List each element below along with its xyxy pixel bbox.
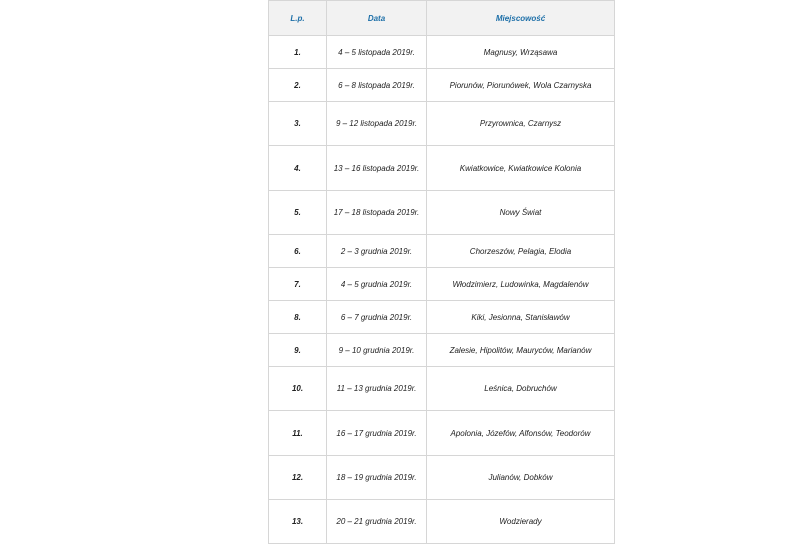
table-row — [269, 146, 615, 191]
row-date: 17 – 18 listopada 2019r. — [327, 191, 427, 235]
row-place: Kiki, Jesionna, Stanisławów — [427, 301, 615, 334]
row-lp: 9. — [269, 334, 327, 367]
row-place: Nowy Świat — [427, 191, 615, 235]
row-date: 18 – 19 grudnia 2019r. — [327, 456, 427, 500]
row-lp: 7. — [269, 268, 327, 301]
row-lp: 3. — [269, 102, 327, 146]
row-date: 16 – 17 grudnia 2019r. — [327, 411, 427, 456]
row-place: Przyrownica, Czarnysz — [427, 102, 615, 146]
row-lp: 11. — [269, 411, 327, 456]
row-date: 4 – 5 listopada 2019r. — [327, 36, 427, 69]
table-row — [269, 268, 615, 301]
row-date: 6 – 7 grudnia 2019r. — [327, 301, 427, 334]
row-place: Kwiatkowice, Kwiatkowice Kolonia — [427, 146, 615, 191]
header-place: Miejscowość — [427, 1, 615, 36]
row-lp: 5. — [269, 191, 327, 235]
row-date: 2 – 3 grudnia 2019r. — [327, 235, 427, 268]
row-place: Leśnica, Dobruchów — [427, 367, 615, 411]
table-row — [269, 334, 615, 367]
row-place: Apolonia, Józefów, Alfonsów, Teodorów — [427, 411, 615, 456]
row-date: 11 – 13 grudnia 2019r. — [327, 367, 427, 411]
row-place: Chorzeszów, Pelagia, Elodia — [427, 235, 615, 268]
row-place: Włodzimierz, Ludowinka, Magdalenów — [427, 268, 615, 301]
row-date: 20 – 21 grudnia 2019r. — [327, 500, 427, 544]
row-date: 13 – 16 listopada 2019r. — [327, 146, 427, 191]
row-place: Wodzierady — [427, 500, 615, 544]
table-row — [269, 367, 615, 411]
row-date: 4 – 5 grudnia 2019r. — [327, 268, 427, 301]
row-lp: 2. — [269, 69, 327, 102]
table-row — [269, 69, 615, 102]
schedule-table-container — [268, 0, 614, 544]
row-date: 9 – 10 grudnia 2019r. — [327, 334, 427, 367]
row-lp: 13. — [269, 500, 327, 544]
row-lp: 4. — [269, 146, 327, 191]
table-row — [269, 500, 615, 544]
header-date: Data — [327, 1, 427, 36]
table-row — [269, 235, 615, 268]
row-lp: 12. — [269, 456, 327, 500]
table-header-row — [269, 1, 615, 36]
row-lp: 6. — [269, 235, 327, 268]
row-place: Zalesie, Hipolitów, Mauryców, Marianów — [427, 334, 615, 367]
header-lp: L.p. — [269, 1, 327, 36]
row-date: 6 – 8 listopada 2019r. — [327, 69, 427, 102]
row-lp: 8. — [269, 301, 327, 334]
table-row — [269, 191, 615, 235]
row-place: Julianów, Dobków — [427, 456, 615, 500]
row-place: Magnusy, Wrząsawa — [427, 36, 615, 69]
table-row — [269, 102, 615, 146]
table-row — [269, 411, 615, 456]
table-row — [269, 301, 615, 334]
row-lp: 1. — [269, 36, 327, 69]
row-lp: 10. — [269, 367, 327, 411]
table-row — [269, 456, 615, 500]
table-row — [269, 36, 615, 69]
schedule-table — [268, 0, 615, 544]
row-place: Piorunów, Piorunówek, Wola Czarnyska — [427, 69, 615, 102]
row-date: 9 – 12 listopada 2019r. — [327, 102, 427, 146]
